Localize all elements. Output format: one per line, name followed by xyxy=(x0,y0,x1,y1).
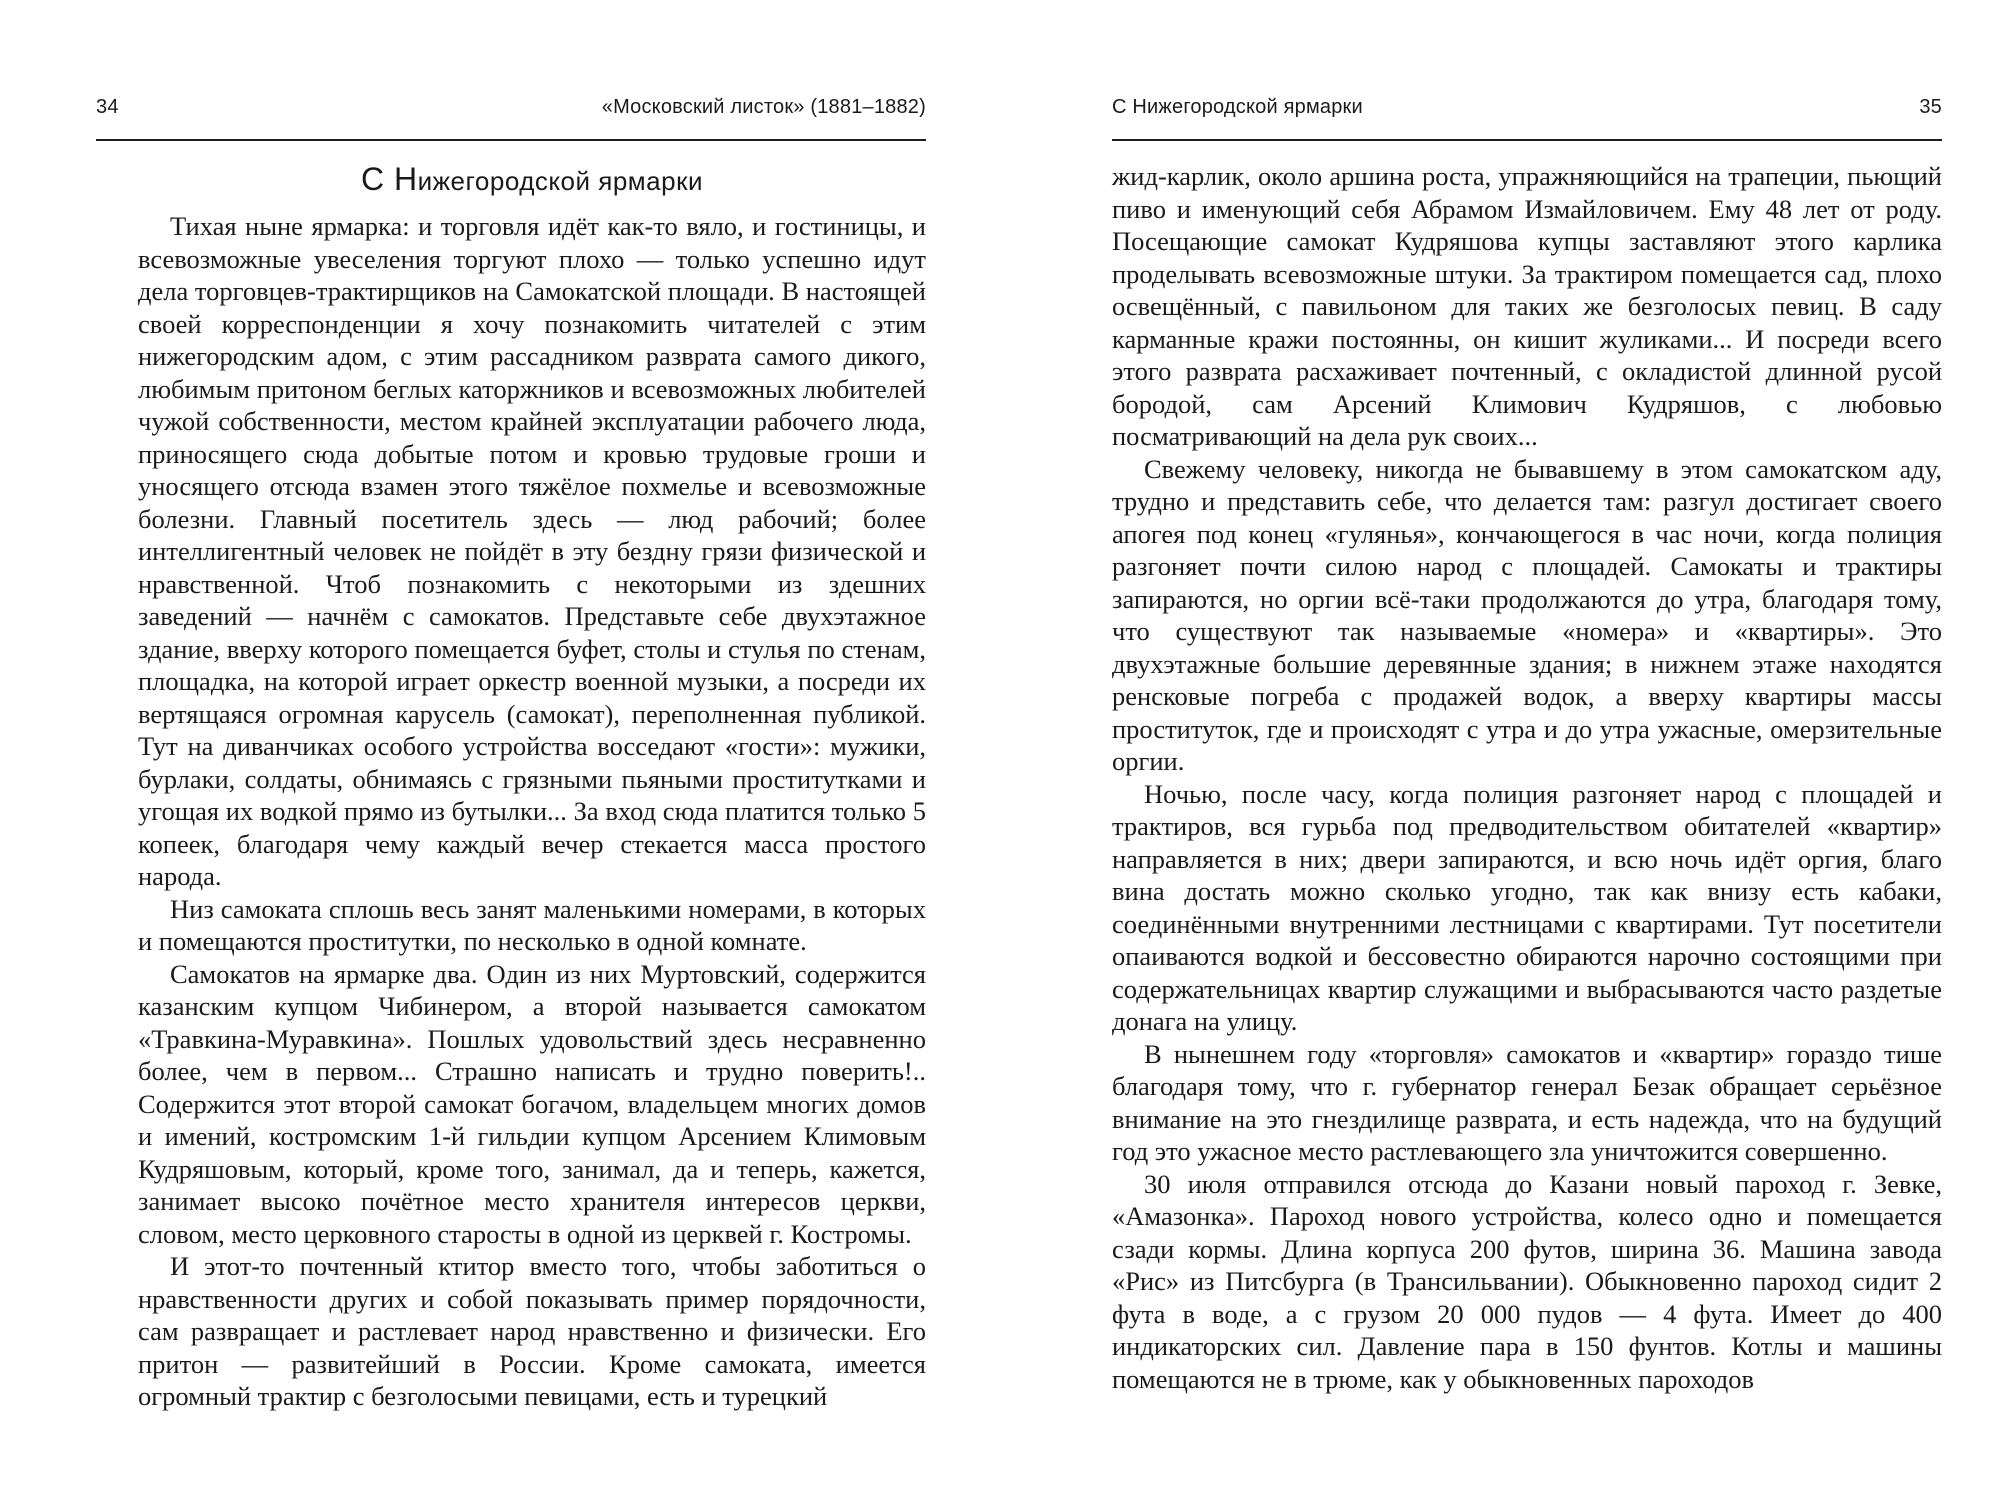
paragraph: Низ самоката сплошь весь занят маленькими номерами, в которых и помещаются проститутки, по несколько в одной комнате. xyxy=(138,893,926,956)
right-header-rule xyxy=(1112,139,1942,141)
paragraph: Свежему человеку, никогда не бывавшему в этом самокатском аду, трудно и представить себе, что делается там: разгул достигает своего апогея под конец «гулянья», кончающегося в час ночи, когда полиция разгоняет почти силою народ с площадей. Самокаты и трактиры запираются, но оргии всё-таки продолжаются до утра, благодаря тому, что существуют так называемые «номера» и «квартиры». Это двухэтажные большие деревянные здания; в нижнем этаже находятся ренсковые погреба с продажей водок, а вверху квартиры массы проституток, где и происходят с утра и до утра ужасные, омерзительные оргии. xyxy=(1112,453,1942,776)
right-page xyxy=(1000,0,2000,1496)
chapter-title xyxy=(138,160,926,200)
left-page-number: 34 xyxy=(96,96,119,118)
left-header-rule xyxy=(96,139,926,141)
paragraph: И этот-то почтенный ктитор вместо того, чтобы заботиться о нравственности других и собой показывать пример порядочности, сам развращает и растлевает народ нравственно и физически. Его притон — развитейший в России. Кроме самоката, имеется огромный трактир с безголосыми певицами, есть и турецкий xyxy=(138,1251,926,1411)
right-running-head xyxy=(1112,96,1942,132)
paragraph: Ночью, после часу, когда полиция разгоняет народ с площадей и трактиров, вся гурьба под предводительством обитателей «квартир» направляется в них; двери запираются, и всю ночь идёт оргия, благо вина достать можно сколько угодно, так как внизу есть кабаки, соединёнными внутренними лестницами с квартирами. Тут посетители опаиваются водкой и бессовестно обираются нарочно состоящими при содержательницах квартир служащими и выбрасываются часто раздетые донага на улицу. xyxy=(1112,778,1942,1036)
paragraph: Тихая ныне ярмарка: и торговля идёт как-то вяло, и гостиницы, и всевозможные увеселения торгуют плохо — только успешно идут дела торговцев-трактирщиков на Самокатской площади. В настоящей своей корреспонденции я хочу познакомить читателей с этим нижегородским адом, с этим рассадником разврата самого дикого, любимым притоном беглых каторжников и всевозможных любителей чужой собственности, местом крайней эксплуатации рабочего люда, приносящего сюда добытые потом и кровью трудовые гроши и уносящего отсюда взамен этого тяжёлое похмелье и всевозможные болезни. Главный посетитель здесь — люд рабочий; более интеллигентный человек не пойдёт в эту бездну грязи физической и нравственной. Чтоб познакомить с некоторыми из здешних заведений — начнём с самокатов. Представьте себе двухэтажное здание, вверху которого помещается буфет, столы и стулья по стенам, площадка, на которой играет оркестр военной музыки, а посреди их вертящаяся огромная карусель (самокат), переполненная публикой. Тут на диванчиках особого устройства восседают «гости»: мужики, бурлаки, солдаты, обнимаясь с грязными пьяными проститутками и угощая их водкой прямо из бутылки... За вход сюда платится только 5 копеек, благодаря чему каждый вечер стекается масса простого народа. xyxy=(138,211,926,891)
chapter-title-caps: С Н xyxy=(361,161,418,197)
left-running-title: «Московский листок» (1881–1882) xyxy=(601,96,926,118)
left-running-head xyxy=(96,96,926,132)
paragraph-continuation: жид-карлик, около аршина роста, упражняющийся на трапеции, пьющий пиво и именующий себя Абрамом Измайловичем. Ему 48 лет от роду. Посещающие самокат Кудряшова купцы заставляют этого карлика проделывать всевозможные штуки. За трактиром помещается сад, плохо освещённый, с павильоном для таких же безголосых певиц. В саду карманные кражи постоянны, он кишит жуликами... И посреди всего этого разврата расхаживает почтенный, с окладистой длинной русой бородой, сам Арсений Климович Кудряшов, с любовью посматривающий на дела рук своих... xyxy=(1112,161,1942,451)
paragraph: В нынешнем году «торговля» самокатов и «квартир» гораздо тише благодаря тому, что г. губернатор генерал Безак обращает серьёзное внимание на это гнездилище разврата, и есть надежда, что на будущий год это ужасное место растлевающего зла уничтожится совершенно. xyxy=(1112,1038,1942,1166)
right-page-number: 35 xyxy=(1919,96,1942,118)
right-body-text xyxy=(1112,160,1942,1395)
paragraph: Самокатов на ярмарке два. Один из них Муртовский, содержится казанским купцом Чибинером, а второй называется самокатом «Травкина-Муравкина». Пошлых удовольствий здесь несравненно более, чем в первом... Страшно написать и трудно поверить!.. Содержится этот второй самокат богачом, владельцем многих домов и имений, костромским 1-й гильдии купцом Арсением Климовым Кудряшовым, который, кроме того, занимал, да и теперь, кажется, занимает высоко почётное место хранителя интересов церкви, словом, место церковного старосты в одной из церквей г. Костромы. xyxy=(138,958,926,1249)
left-body-text xyxy=(138,210,926,1413)
chapter-title-rest: ижегородской ярмарки xyxy=(417,166,703,196)
right-running-title: С Нижегородской ярмарки xyxy=(1112,96,1363,118)
paragraph: 30 июля отправился отсюда до Казани новый пароход г. Зевке, «Амазонка». Пароход нового устройства, колесо одно и помещается сзади кормы. Длина корпуса 200 футов, ширина 36. Машина завода «Рис» из Питсбурга (в Трансильвании). Обыкновенно пароход сидит 2 фута в воде, а с грузом 20 000 пудов — 4 фута. Имеет до 400 индикаторских сил. Давление пара в 150 фунтов. Котлы и машины помещаются не в трюме, как у обыкновенных пароходов xyxy=(1112,1168,1942,1394)
